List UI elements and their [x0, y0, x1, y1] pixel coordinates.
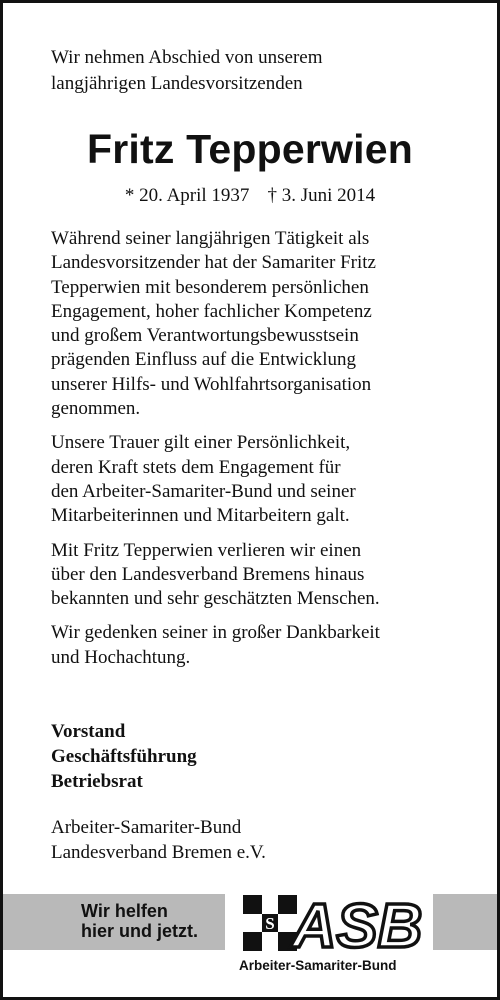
text-line: Wir gedenken seiner in großer Dankbarkeit: [51, 622, 380, 644]
asb-logo: [233, 887, 433, 959]
death-date: † 3. Juni 2014: [267, 185, 376, 206]
text-line: Unsere Trauer gilt einer Persönlichkeit,: [51, 432, 351, 454]
logo-letters: ASB: [291, 892, 423, 959]
text-line: Engagement, hoher fachlicher Kompetenz: [51, 300, 372, 322]
signatory: Betriebsrat: [51, 771, 143, 792]
slogan-line: hier und jetzt.: [81, 921, 198, 941]
text-line: deren Kraft stets dem Engagement für: [51, 456, 341, 478]
signatory: Geschäftsführung: [51, 746, 197, 767]
text-line: Tepperwien mit besonderem persönlichen: [51, 276, 369, 298]
intro-text: [51, 45, 471, 97]
paragraph: [51, 539, 481, 612]
intro-line: Wir nehmen Abschied von unserem: [51, 47, 323, 68]
birth-date: * 20. April 1937: [124, 185, 250, 206]
slogan-line: Wir helfen: [81, 901, 168, 921]
text-line: Mit Fritz Tepperwien verlieren wir einen: [51, 539, 362, 561]
paragraph: [51, 621, 481, 670]
text-line: und Hochachtung.: [51, 646, 191, 668]
text-line: und großem Verantwortungsbewusstsein: [51, 325, 359, 347]
obituary-body: [51, 227, 481, 680]
text-line: bekannten und sehr geschätzten Menschen.: [51, 588, 380, 610]
life-dates: [3, 183, 497, 209]
intro-line: langjährigen Landesvorsitzenden: [51, 73, 303, 94]
logo-mark: S: [265, 914, 275, 933]
organization-name: [51, 815, 471, 865]
text-line: über den Landesverband Bremens hinaus: [51, 563, 365, 585]
text-line: Während seiner langjährigen Tätigkeit als: [51, 228, 370, 249]
paragraph: [51, 431, 481, 528]
slogan: [81, 901, 231, 941]
organization-line: Arbeiter-Samariter-Bund: [51, 817, 242, 838]
organization-line: Landesverband Bremen e.V.: [51, 842, 266, 863]
text-line: den Arbeiter-Samariter-Bund und seiner: [51, 480, 356, 502]
signatory: Vorstand: [51, 721, 126, 742]
deceased-name: Fritz Tepperwien: [87, 126, 413, 172]
paragraph: [51, 227, 481, 421]
logo-caption: Arbeiter-Samariter-Bund: [239, 958, 397, 973]
text-line: Landesvorsitzender hat der Samariter Fritz: [51, 252, 376, 274]
text-line: genommen.: [51, 398, 141, 420]
text-line: Mitarbeiterinnen und Mitarbeitern galt.: [51, 505, 350, 527]
text-line: unserer Hilfs- und Wohlfahrtsorganisation: [51, 373, 372, 395]
text-line: prägenden Einfluss auf die Entwicklung: [51, 349, 356, 371]
signatories: [51, 719, 471, 794]
